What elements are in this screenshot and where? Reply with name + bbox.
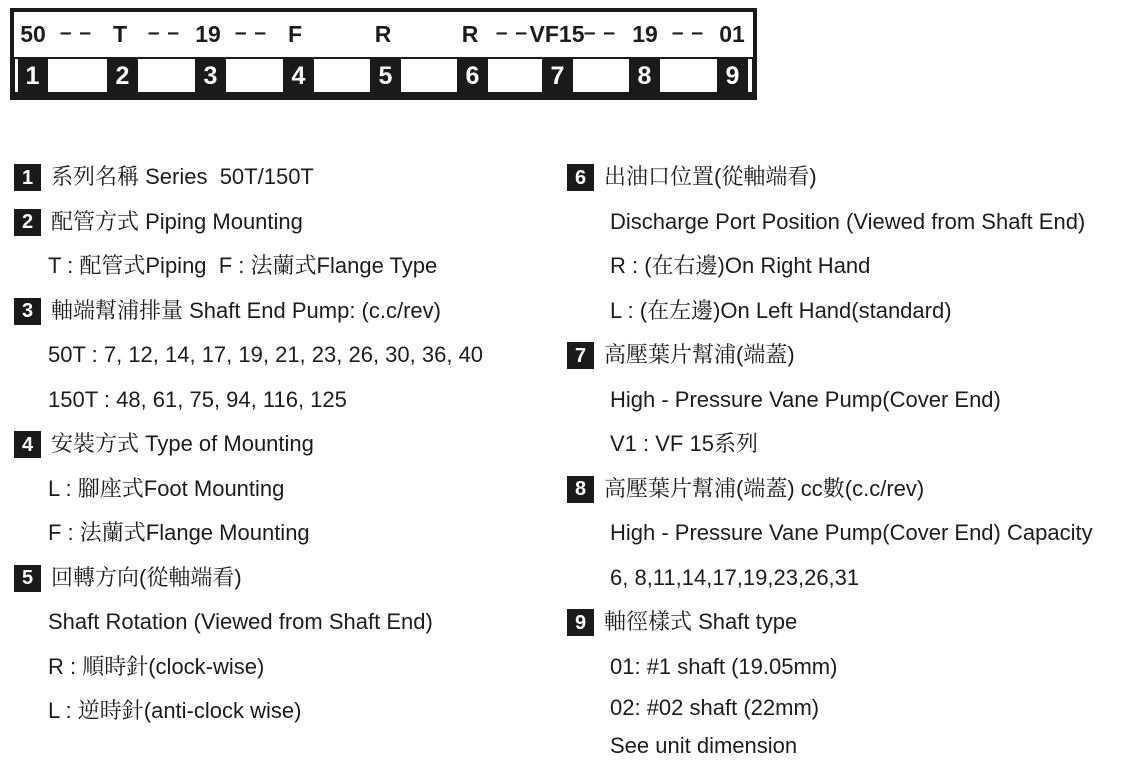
legend-item-4 xyxy=(14,430,559,475)
code-blank-box xyxy=(226,59,283,92)
code-segment-9: 01 xyxy=(719,21,745,47)
code-position-8: 8 xyxy=(637,62,652,90)
code-position-2: 2 xyxy=(115,62,130,90)
code-position-6: 6 xyxy=(465,62,480,90)
code-dash: – – xyxy=(147,21,181,44)
legend-item-3-line xyxy=(14,341,559,386)
legend-text: L : (在左邊)On Left Hand(standard) xyxy=(610,297,952,323)
code-blank-box xyxy=(401,59,457,92)
legend-text: R : 順時針(clock-wise) xyxy=(48,653,265,679)
legend-item-7-line xyxy=(567,386,1145,431)
code-position-5: 5 xyxy=(378,62,393,90)
code-blank-box xyxy=(488,59,542,92)
legend-text: See unit dimension xyxy=(610,732,798,758)
code-blank-box xyxy=(748,59,752,92)
code-dash: – – xyxy=(583,21,617,44)
legend-column-right xyxy=(567,163,1145,770)
legend-item-4-title: 安裝方式 Type of Mounting xyxy=(51,431,314,456)
code-blank-box xyxy=(138,59,195,92)
code-dash: – – xyxy=(495,21,529,44)
legend-item-9-line xyxy=(567,732,1145,770)
legend-item-6-title: 出油口位置(從軸端看) xyxy=(604,164,817,189)
legend-text: High - Pressure Vane Pump(Cover End) Capacity xyxy=(610,520,1093,545)
legend-item-9-title: 軸徑樣式 Shaft type xyxy=(604,609,798,634)
code-dash: – – xyxy=(671,21,705,44)
code-position-3: 3 xyxy=(203,62,218,90)
legend-item-2-line xyxy=(14,252,559,297)
code-position-7: 7 xyxy=(550,62,565,90)
model-code-row xyxy=(14,12,753,57)
code-position-9: 9 xyxy=(725,62,740,90)
legend-item-4-line xyxy=(14,519,559,564)
legend-text: L : 腳座式Foot Mounting xyxy=(48,475,285,501)
legend-item-1-title: 系列名稱 Series 50T/150T xyxy=(51,164,314,189)
legend-text: R : (在右邊)On Right Hand xyxy=(610,253,871,278)
legend-item-4-line xyxy=(14,475,559,520)
item-number-badge-7: 7 xyxy=(567,342,594,369)
legend-item-3 xyxy=(14,297,559,342)
code-blank-box xyxy=(660,59,717,92)
item-number-badge-5: 5 xyxy=(14,565,41,592)
legend-item-2-title: 配管方式 Piping Mounting xyxy=(51,208,303,234)
legend-text: 6, 8,11,14,17,19,23,26,31 xyxy=(610,564,860,590)
legend-item-5-title: 回轉方向(從軸端看) xyxy=(51,564,242,590)
legend-item-5-line xyxy=(14,608,559,653)
legend-item-5 xyxy=(14,564,559,609)
code-segment-6: R xyxy=(461,21,479,47)
legend-item-6-line xyxy=(567,208,1145,253)
code-segment-7: VF15 xyxy=(529,21,585,47)
legend-item-8 xyxy=(567,475,1145,520)
legend-item-3-title: 軸端幫浦排量 Shaft End Pump: (c.c/rev) xyxy=(51,297,441,323)
legend-item-7 xyxy=(567,341,1145,386)
code-segment-5: R xyxy=(374,21,392,47)
legend-item-8-line xyxy=(567,564,1145,609)
code-blank-box xyxy=(48,59,107,92)
legend-text: Shaft Rotation (Viewed from Shaft End) xyxy=(48,609,433,634)
legend-item-7-title: 高壓葉片幫浦(端蓋) xyxy=(604,342,795,367)
legend-item-1 xyxy=(14,163,559,208)
item-number-badge-4: 4 xyxy=(14,431,41,458)
legend-item-9 xyxy=(567,608,1145,653)
code-dash: – – xyxy=(59,21,93,44)
legend-text: T : 配管式Piping F : 法蘭式Flange Type xyxy=(48,253,438,278)
model-code-box xyxy=(10,8,757,100)
legend-text: 02: #02 shaft (22mm) xyxy=(610,694,820,720)
legend-text: V1 : VF 15系列 xyxy=(610,431,758,456)
item-number-badge-9: 9 xyxy=(567,609,594,636)
legend-item-6 xyxy=(567,163,1145,208)
legend-item-7-line xyxy=(567,430,1145,475)
legend-item-3-line xyxy=(14,386,559,431)
legend-item-6-line xyxy=(567,297,1145,342)
legend-item-6-line xyxy=(567,252,1145,297)
position-number-strip xyxy=(14,57,753,96)
item-number-badge-6: 6 xyxy=(567,164,594,191)
code-segment-3: 19 xyxy=(195,21,221,47)
legend-item-8-title: 高壓葉片幫浦(端蓋) cc數(c.c/rev) xyxy=(604,475,925,501)
code-segment-8: 19 xyxy=(632,21,658,47)
code-blank-box xyxy=(573,59,629,92)
legend-item-2 xyxy=(14,208,559,253)
legend-text: High - Pressure Vane Pump(Cover End) xyxy=(610,386,1001,412)
code-segment-1: 50 xyxy=(20,21,46,47)
legend-column-left xyxy=(14,163,559,742)
legend-text: F : 法蘭式Flange Mounting xyxy=(48,520,310,545)
code-position-4: 4 xyxy=(291,62,306,90)
legend-text: 01: #1 shaft (19.05mm) xyxy=(610,653,838,679)
code-segment-4: F xyxy=(287,21,303,47)
legend-text: Discharge Port Position (Viewed from Shaft End) xyxy=(610,208,1086,234)
legend-item-5-line xyxy=(14,653,559,698)
code-dash: – – xyxy=(234,21,268,44)
item-number-badge-8: 8 xyxy=(567,476,594,503)
legend-item-8-line xyxy=(567,519,1145,564)
code-position-1: 1 xyxy=(25,62,40,90)
legend-text: 150T : 48, 61, 75, 94, 116, 125 xyxy=(48,386,347,412)
legend-item-9-line xyxy=(567,694,1145,732)
item-number-badge-2: 2 xyxy=(14,209,41,236)
code-blank-box xyxy=(314,59,370,92)
item-number-badge-1: 1 xyxy=(14,164,41,191)
legend-text: 50T : 7, 12, 14, 17, 19, 21, 23, 26, 30, 36, 40 xyxy=(48,342,484,367)
code-segment-2: T xyxy=(112,21,128,47)
item-number-badge-3: 3 xyxy=(14,298,41,325)
legend-item-9-line xyxy=(567,653,1145,694)
legend-item-5-line xyxy=(14,697,559,742)
legend-text: L : 逆時針(anti-clock wise) xyxy=(48,698,302,723)
